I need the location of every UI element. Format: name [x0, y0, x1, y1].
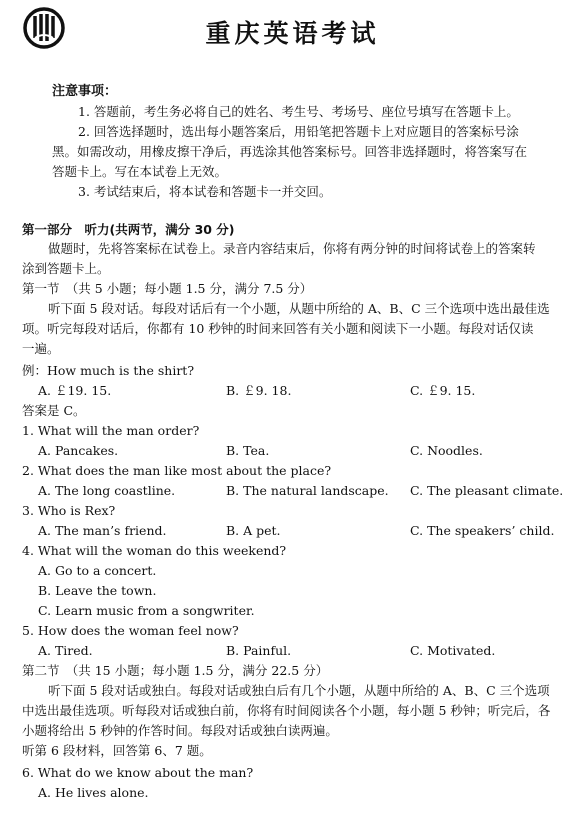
question-1: 1. What will the man order? — [22, 423, 200, 438]
question-3-option-b: B. A pet. — [226, 523, 281, 538]
question-5: 5. How does the woman feel now? — [22, 623, 239, 638]
question-5-option-c: C. Motivated. — [410, 643, 496, 658]
question-2-option-a: A. The long coastline. — [38, 483, 176, 498]
page-title: 重庆英语考试 — [205, 19, 380, 48]
question-1-option-c: C. Noodles. — [410, 443, 483, 458]
notes-line: 2. 回答选择题时，选出每小题答案后，用铅笔把答题卡上对应题目的答案标号涂 — [78, 124, 519, 139]
question-1-option-b: B. Tea. — [226, 443, 270, 458]
example-question: 例：How much is the shirt? — [22, 363, 195, 378]
notes-line: 1. 答题前，考生务必将自己的姓名、考生号、考场号、座位号填写在答题卡上。 — [78, 104, 519, 119]
question-3-option-c: C. The speakers’ child. — [410, 523, 555, 538]
section2-intro: 小题将给出 5 秒钟的作答时间。每段对话或独白读两遍。 — [22, 723, 338, 738]
question-3: 3. Who is Rex? — [22, 503, 116, 518]
section1-intro: 听下面 5 段对话。每段对话后有一个小题，从题中所给的 A、B、C 三个选项中选出最佳选 — [48, 301, 550, 316]
question-5-option-a: A. Tired. — [38, 643, 93, 658]
section1-heading: 第一节 （共 5 小题；每小题 1.5 分，满分 7.5 分） — [22, 281, 313, 296]
question-3-option-a: A. The man’s friend. — [38, 523, 167, 538]
question-4-option-a: A. Go to a concert. — [38, 563, 157, 578]
question-6: 6. What do we know about the man? — [22, 765, 254, 780]
example-option-c: C. ￡9. 15. — [410, 383, 476, 398]
notes-line: 答题卡上。写在本试卷上无效。 — [52, 164, 228, 179]
material-instruction: 听第 6 段材料，回答第 6、7 题。 — [22, 743, 212, 758]
question-4-option-c: C. Learn music from a songwriter. — [38, 603, 255, 618]
question-6-option-a: A. He lives alone. — [38, 785, 149, 800]
example-option-a: A. ￡19. 15. — [38, 383, 112, 398]
example-answer: 答案是 C。 — [22, 403, 86, 418]
question-2-option-c: C. The pleasant climate. — [410, 483, 564, 498]
question-5-option-b: B. Painful. — [226, 643, 292, 658]
question-1-option-a: A. Pancakes. — [38, 443, 119, 458]
question-4: 4. What will the woman do this weekend? — [22, 543, 287, 558]
example-option-b: B. ￡9. 18. — [226, 383, 292, 398]
notes-line: 黑。如需改动，用橡皮擦干净后，再选涂其他答案标号。回答非选择题时，将答案写在 — [52, 144, 528, 159]
part1-intro: 涂到答题卡上。 — [22, 261, 110, 276]
question-2-option-b: B. The natural landscape. — [226, 483, 389, 498]
section2-intro: 听下面 5 段对话或独白。每段对话或独白后有几个小题，从题中所给的 A、B、C 三个选项 — [48, 683, 550, 698]
part1-intro: 做题时，先将答案标在试卷上。录音内容结束后，你将有两分钟的时间将试卷上的答案转 — [48, 241, 536, 256]
question-4-option-b: B. Leave the town. — [38, 583, 157, 598]
section1-intro: 一遍。 — [22, 341, 60, 356]
section2-intro: 中选出最佳选项。听每段对话或独白前，你将有时间阅读各个小题，每小题 5 秒钟；听完后，各 — [22, 703, 551, 718]
notes-heading: 注意事项： — [52, 84, 118, 99]
notes-line: 3. 考试结束后，将本试卷和答题卡一并交回。 — [78, 184, 332, 199]
section2-heading: 第二节 （共 15 小题；每小题 1.5 分，满分 22.5 分） — [22, 663, 329, 678]
question-2: 2. What does the man like most about the place? — [22, 463, 332, 478]
section1-intro: 项。听完每段对话后，你都有 10 秒钟的时间来回答有关小题和阅读下一小题。每段对话仅读 — [22, 321, 534, 336]
part1-heading: 第一部分 听力(共两节，满分 30 分) — [22, 222, 235, 237]
